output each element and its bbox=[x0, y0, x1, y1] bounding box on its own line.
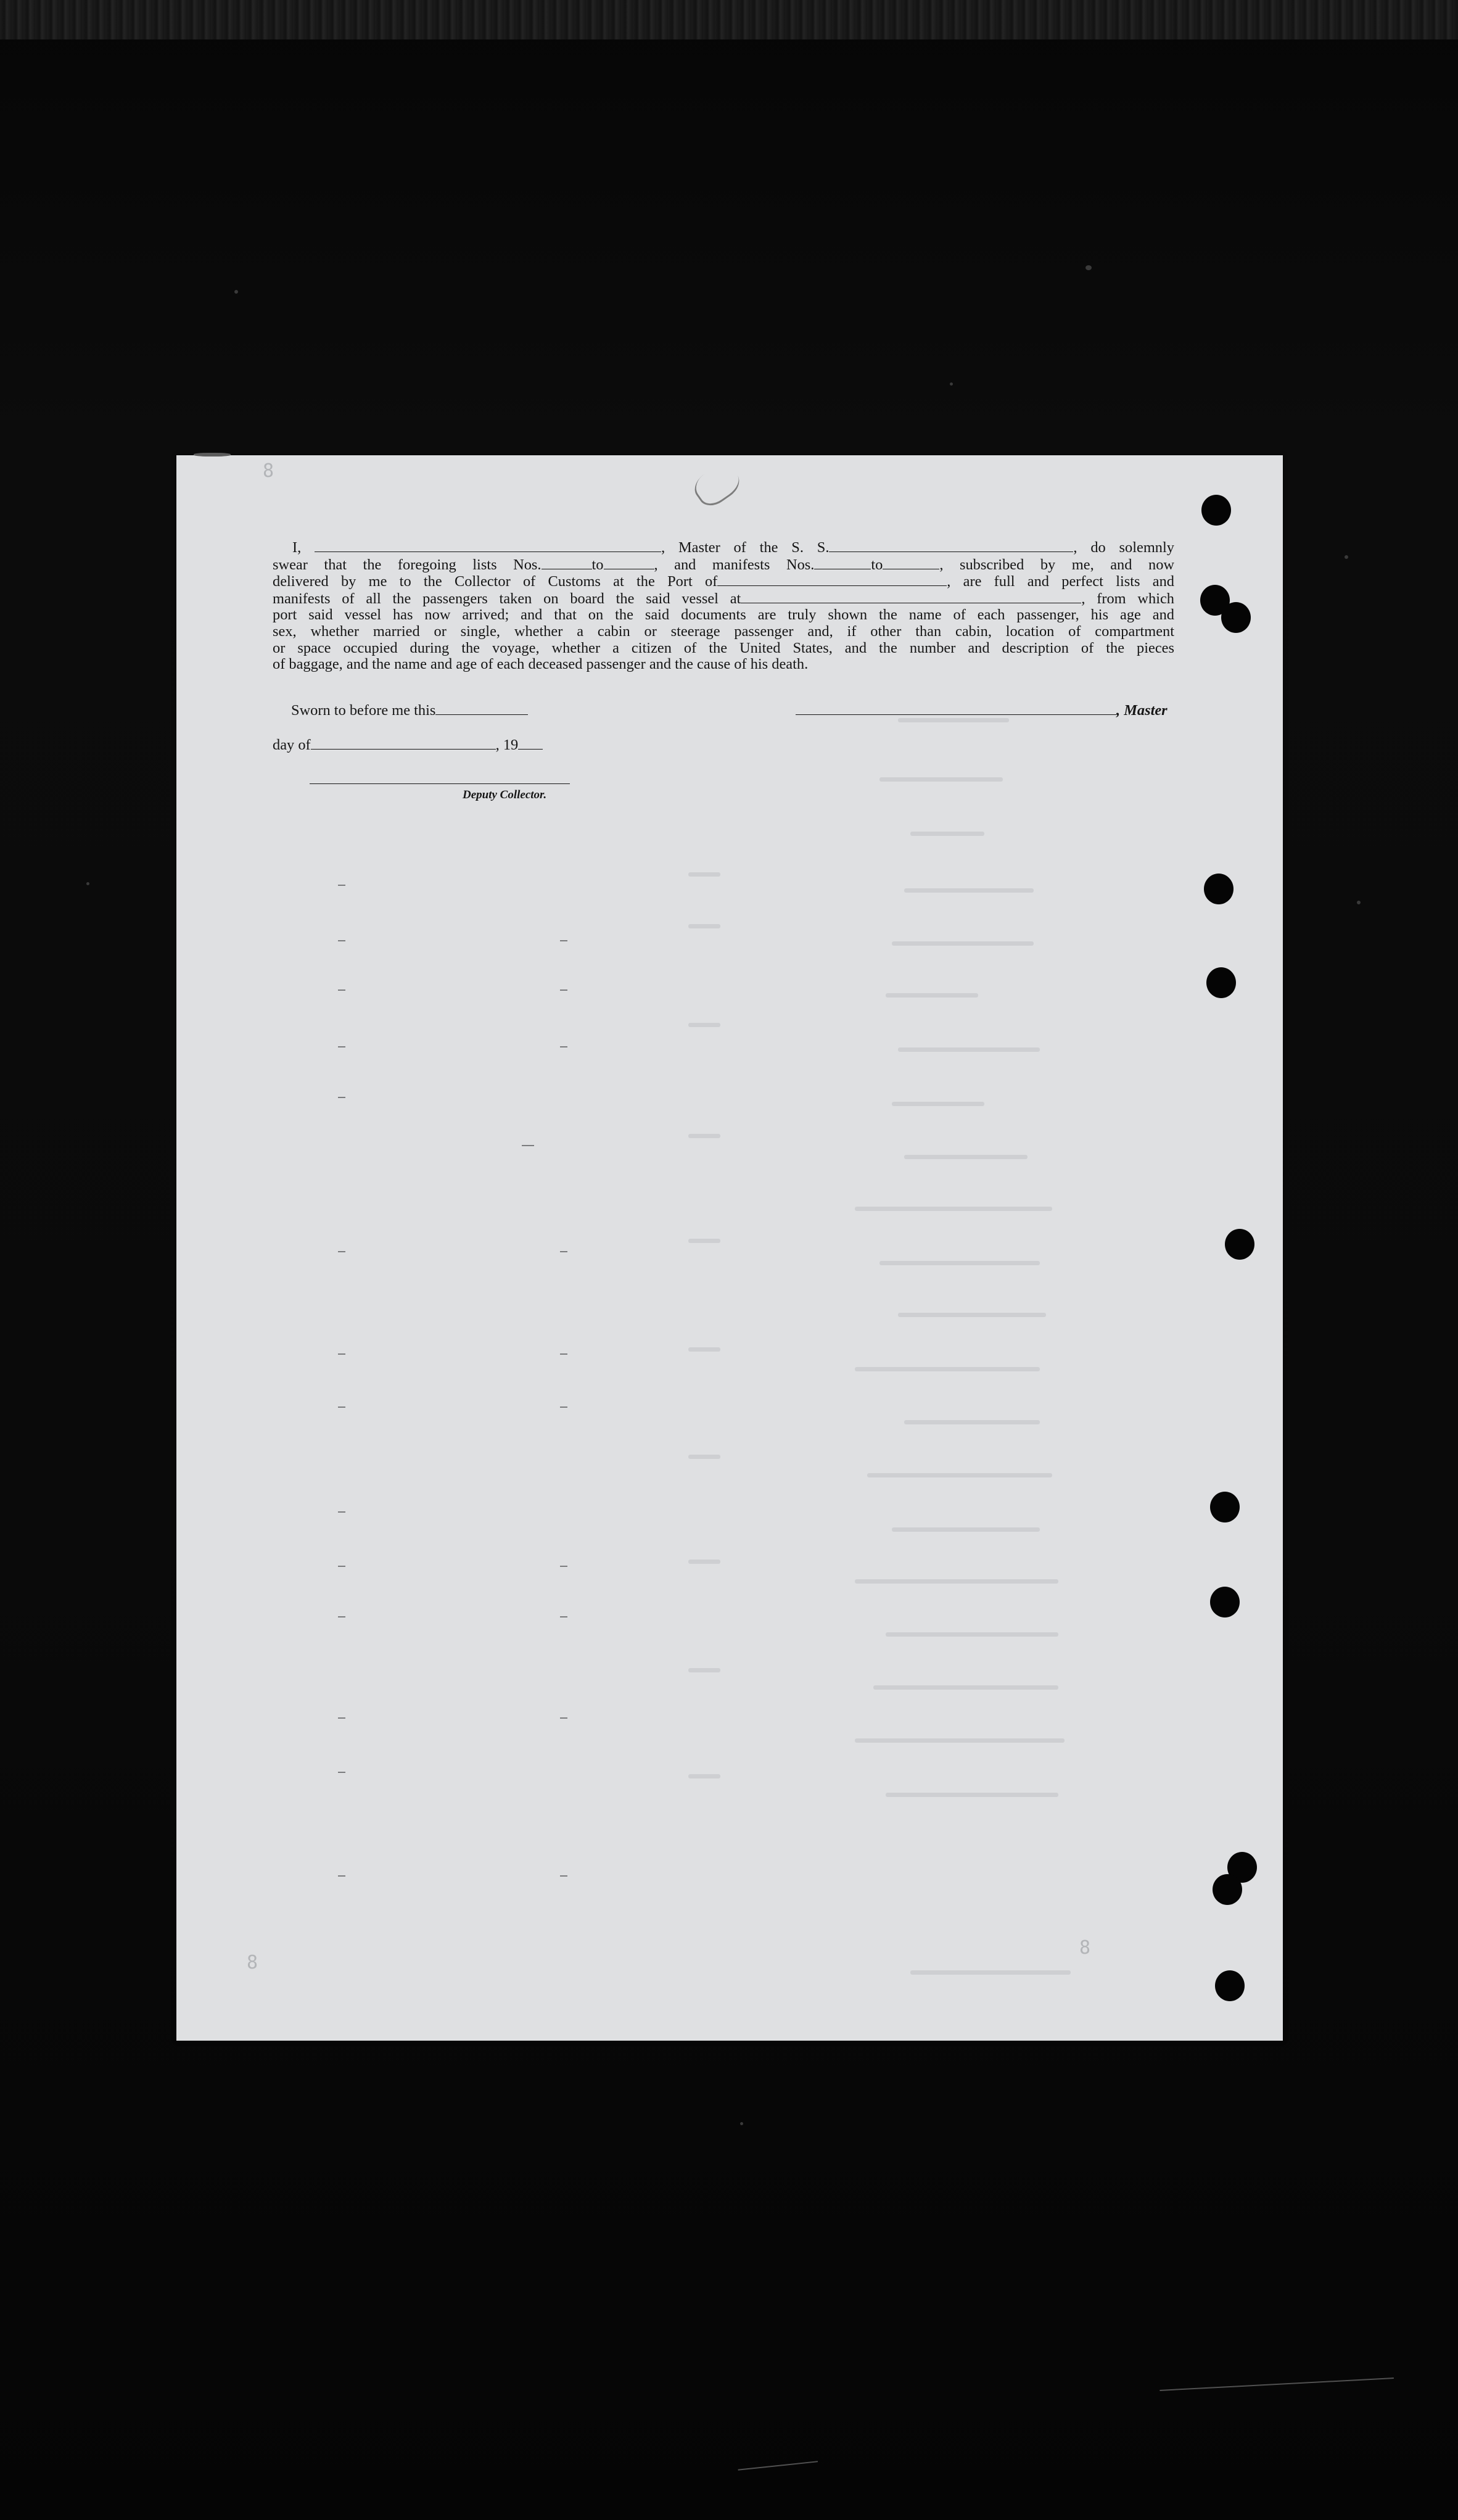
bleed-through-text bbox=[886, 993, 978, 998]
ghost-dash bbox=[560, 1875, 567, 1877]
oath-word-i: I, bbox=[292, 539, 302, 556]
oath-do-solemnly: , do solemnly bbox=[1073, 539, 1174, 556]
bleed-through-text bbox=[855, 1207, 1052, 1211]
punch-hole bbox=[1210, 1492, 1240, 1522]
master-signature-line bbox=[796, 702, 1116, 715]
oath-subscribed: , subscribed by me, and now bbox=[939, 556, 1174, 573]
bleed-through-text bbox=[898, 1047, 1040, 1052]
bleed-through-text bbox=[879, 777, 1003, 782]
oath-from-which: , from which bbox=[1081, 590, 1174, 607]
oath-paragraph bbox=[273, 539, 1174, 673]
oath-delivered-port: delivered by me to the Collector of Customs at the Port of bbox=[273, 573, 718, 590]
ghost-dash bbox=[338, 1616, 345, 1617]
bleed-through-text bbox=[873, 1685, 1058, 1690]
dust-speck bbox=[740, 2122, 743, 2125]
punch-hole bbox=[1225, 1229, 1254, 1260]
bleed-through-text bbox=[855, 1738, 1065, 1743]
bleed-through-number bbox=[688, 872, 720, 877]
ghost-dash bbox=[338, 1251, 345, 1252]
ghost-dash bbox=[338, 940, 345, 941]
ghost-dash bbox=[560, 1566, 567, 1567]
dust-speck bbox=[234, 290, 238, 294]
manifests-from-blank bbox=[814, 556, 871, 569]
bleed-through-text bbox=[892, 1527, 1040, 1532]
bleed-through-number bbox=[688, 1023, 720, 1027]
departure-port-blank bbox=[741, 590, 1081, 603]
dust-speck bbox=[86, 882, 89, 885]
month-blank bbox=[311, 737, 496, 750]
bleed-through-number bbox=[688, 1668, 720, 1672]
ghost-dash bbox=[560, 1717, 567, 1719]
ghost-dash bbox=[560, 989, 567, 991]
punch-hole bbox=[1210, 1587, 1240, 1617]
ghost-dash bbox=[338, 989, 345, 991]
oath-to: to bbox=[591, 556, 604, 573]
ghost-dash bbox=[338, 1046, 345, 1047]
ghost-dash bbox=[338, 1717, 345, 1719]
punch-hole bbox=[1215, 1970, 1245, 2001]
ghost-dash bbox=[560, 1407, 567, 1408]
bleed-through-text bbox=[886, 1632, 1058, 1637]
ghost-dash bbox=[522, 1145, 534, 1146]
dust-speck bbox=[1085, 265, 1092, 270]
punch-hole bbox=[1213, 1874, 1242, 1905]
deputy-collector-label: Deputy Collector. bbox=[463, 788, 547, 801]
ghost-dash bbox=[560, 1046, 567, 1047]
bleed-through-text bbox=[855, 1367, 1040, 1371]
ghost-dash bbox=[560, 1353, 567, 1355]
oath-manifests-vessel-at: manifests of all the passengers taken on board the said vessel at bbox=[273, 590, 741, 607]
ship-name-blank bbox=[829, 539, 1073, 552]
master-name-blank bbox=[315, 539, 661, 552]
ghost-dash bbox=[560, 940, 567, 941]
handwritten-mark bbox=[689, 459, 744, 511]
ghost-dash bbox=[338, 1511, 345, 1513]
oath-swear-lists: swear that the foregoing lists Nos. bbox=[273, 556, 542, 573]
film-scratch-mark bbox=[738, 2457, 818, 2471]
punch-hole bbox=[1206, 967, 1236, 998]
date-line bbox=[273, 737, 543, 754]
bleed-through-text bbox=[879, 1261, 1040, 1265]
bleed-through-text bbox=[892, 1102, 984, 1106]
oath-to-2: to bbox=[871, 556, 883, 573]
bleed-through-number bbox=[688, 924, 720, 928]
punch-hole bbox=[1204, 874, 1234, 904]
bleed-through-text bbox=[867, 1473, 1052, 1477]
bleed-through-number bbox=[688, 1774, 720, 1778]
bleed-through-text bbox=[886, 1793, 1058, 1797]
ghost-dash bbox=[560, 1251, 567, 1252]
port-blank bbox=[717, 573, 947, 586]
bleed-through-text bbox=[904, 888, 1034, 893]
bleed-through-text bbox=[904, 1420, 1040, 1424]
day-of-label: day of bbox=[273, 737, 311, 753]
ghost-dash bbox=[338, 885, 345, 886]
punch-hole bbox=[1201, 495, 1231, 526]
year-blank bbox=[518, 737, 543, 750]
film-scratch-mark bbox=[1159, 2374, 1394, 2391]
oath-full-perfect: , are full and perfect lists and bbox=[947, 573, 1174, 590]
manifests-to-blank bbox=[883, 556, 939, 569]
bleed-through-number bbox=[688, 1347, 720, 1352]
lists-from-blank bbox=[542, 556, 592, 569]
punch-hole bbox=[1221, 602, 1251, 633]
oath-line-7: or space occupied during the voyage, whether a citizen of the United States, and the number and description of the pieces bbox=[273, 639, 1174, 656]
master-label: , Master bbox=[1116, 702, 1168, 719]
dust-speck bbox=[1345, 555, 1348, 559]
ghost-dash bbox=[338, 1566, 345, 1567]
bleed-through-text bbox=[855, 1579, 1058, 1584]
bleed-through-text bbox=[910, 832, 984, 836]
dust-speck bbox=[950, 382, 953, 386]
ghost-dash bbox=[338, 1875, 345, 1877]
lists-to-blank bbox=[604, 556, 654, 569]
sworn-day-blank bbox=[435, 702, 528, 715]
bleed-through-number bbox=[688, 1239, 720, 1243]
oath-master-of-ss: , Master of the S. S. bbox=[661, 539, 830, 556]
dust-speck bbox=[1357, 901, 1361, 904]
deputy-collector-signature-line bbox=[310, 783, 570, 784]
film-edge-stripe bbox=[0, 0, 1458, 39]
bleed-through-text bbox=[904, 1155, 1028, 1159]
edge-smudge bbox=[194, 453, 231, 456]
bleed-through-text bbox=[898, 718, 1009, 722]
sworn-statement bbox=[291, 702, 528, 719]
ghost-dash bbox=[338, 1353, 345, 1355]
bleed-through-number bbox=[688, 1455, 720, 1459]
ghost-dash bbox=[338, 1097, 345, 1098]
bleed-through-number bbox=[688, 1134, 720, 1138]
oath-line-8: of baggage, and the name and age of each deceased passenger and the cause of his death. bbox=[273, 656, 809, 673]
page-corner-number-left: 8 bbox=[247, 1952, 258, 1973]
ghost-dash bbox=[560, 1616, 567, 1617]
ghost-dash bbox=[338, 1772, 345, 1773]
bleed-through-number bbox=[688, 1560, 720, 1564]
bleed-through-text bbox=[898, 1313, 1046, 1317]
oath-line-5: port said vessel has now arrived; and that on the said documents are truly shown the name of each passenger, his age and bbox=[273, 606, 1174, 624]
page-corner-number-right: 8 bbox=[1079, 1937, 1091, 1959]
manifest-page bbox=[176, 455, 1283, 2041]
bleed-through-text bbox=[910, 1970, 1071, 1975]
oath-line-6: sex, whether married or single, whether a cabin or steerage passenger and, if other than cabin, location of compartment bbox=[273, 622, 1174, 640]
master-signature bbox=[796, 702, 1168, 719]
bleed-through-text bbox=[892, 941, 1034, 946]
ghost-dash bbox=[338, 1407, 345, 1408]
page-corner-number: 8 bbox=[263, 460, 274, 482]
oath-manifests-nos: , and manifests Nos. bbox=[654, 556, 815, 573]
sworn-label: Sworn to before me this bbox=[291, 702, 436, 719]
year-prefix-label: , 19 bbox=[495, 737, 519, 753]
